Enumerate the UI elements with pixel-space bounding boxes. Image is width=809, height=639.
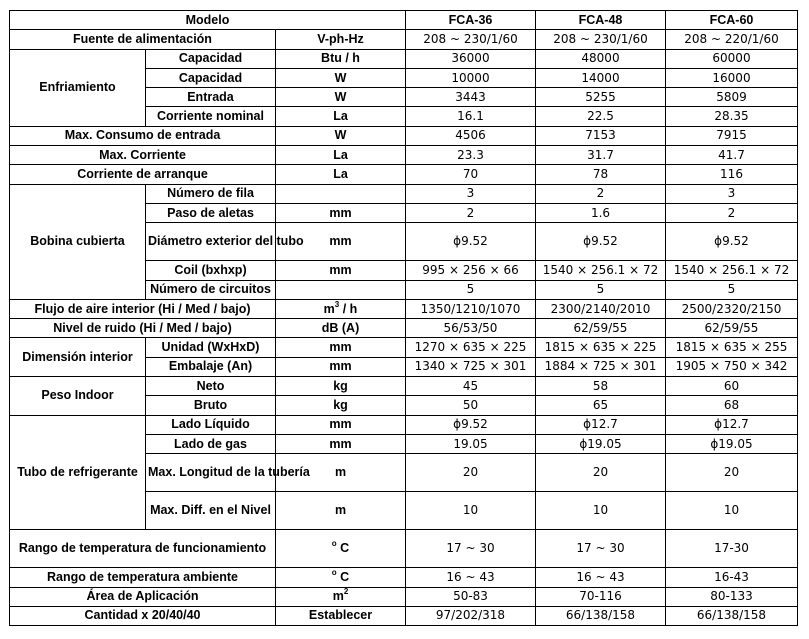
cell-value: 14000 [536, 68, 666, 87]
cell-value: 28.35 [666, 107, 798, 126]
row-unit: m [276, 492, 406, 530]
row-unit [276, 299, 406, 318]
cell-value: 1540 × 256.1 × 72 [666, 261, 798, 280]
cell-value: 3443 [406, 88, 536, 107]
row-label: Capacidad [146, 49, 276, 68]
row-unit: mm [276, 338, 406, 357]
cell-value: ϕ9.52 [666, 223, 798, 261]
cell-value: 19.05 [406, 434, 536, 453]
row-label: Cantidad x 20/40/40 [10, 606, 276, 625]
cell-value: 78 [536, 165, 666, 184]
cell-value: 20 [666, 454, 798, 492]
row-unit: W [276, 68, 406, 87]
row-label: Embalaje (An) [146, 357, 276, 376]
cell-value: 23.3 [406, 146, 536, 165]
header-model-1: FCA-36 [406, 11, 536, 30]
row-label: Corriente nominal [146, 107, 276, 126]
cell-value: 17 ~ 30 [406, 530, 536, 568]
cell-value: 16-43 [666, 568, 798, 587]
row-unit: kg [276, 377, 406, 396]
header-model-3: FCA-60 [666, 11, 798, 30]
row-unit [276, 587, 406, 606]
group-label-dimension: Dimensión interior [10, 338, 146, 377]
row-unit: mm [276, 434, 406, 453]
cell-value: 1905 × 750 × 342 [666, 357, 798, 376]
cell-value: 2 [666, 203, 798, 222]
cell-value: 3 [406, 184, 536, 203]
cell-value: 10 [406, 492, 536, 530]
row-unit: mm [276, 223, 406, 261]
row-label: Coil (bxhxp) [146, 261, 276, 280]
table-row [10, 377, 798, 396]
cell-value: 2500/2320/2150 [666, 299, 798, 318]
cell-value: 5 [406, 280, 536, 299]
row-unit [276, 568, 406, 587]
row-label: Unidad (WxHxD) [146, 338, 276, 357]
cell-value: 31.7 [536, 146, 666, 165]
row-label: Lado Líquido [146, 415, 276, 434]
cell-value: 1340 × 725 × 301 [406, 357, 536, 376]
row-unit: mm [276, 203, 406, 222]
row-unit: La [276, 146, 406, 165]
row-unit: kg [276, 396, 406, 415]
table-row [10, 299, 798, 318]
cell-value: 62/59/55 [536, 319, 666, 338]
cell-value: 3 [666, 184, 798, 203]
cell-value: 208 ~ 230/1/60 [406, 30, 536, 49]
row-label: Max. Diff. en el Nivel [146, 492, 276, 530]
cell-value: 70-116 [536, 587, 666, 606]
unit-main: C [340, 541, 350, 556]
table-row [10, 587, 798, 606]
unit-superscript: o [331, 539, 337, 549]
cell-value: 5809 [666, 88, 798, 107]
cell-value: 1350/1210/1070 [406, 299, 536, 318]
table-row [10, 319, 798, 338]
cell-value: 65 [536, 396, 666, 415]
table-row [10, 606, 798, 625]
row-unit: La [276, 165, 406, 184]
cell-value: 5255 [536, 88, 666, 107]
row-unit: dB (A) [276, 319, 406, 338]
cell-value: 56/53/50 [406, 319, 536, 338]
spec-table-container [9, 10, 798, 626]
cell-value: 66/138/158 [536, 606, 666, 625]
table-row [10, 568, 798, 587]
cell-value: 48000 [536, 49, 666, 68]
table-row [10, 415, 798, 434]
cell-value: ϕ9.52 [406, 223, 536, 261]
cell-value: 62/59/55 [666, 319, 798, 338]
unit-superscript: 3 [334, 299, 340, 309]
row-unit: Btu / h [276, 49, 406, 68]
row-unit: mm [276, 357, 406, 376]
cell-value: 22.5 [536, 107, 666, 126]
cell-value: 1540 × 256.1 × 72 [536, 261, 666, 280]
cell-value: 5 [536, 280, 666, 299]
row-label: Área de Aplicación [10, 587, 276, 606]
cell-value: 60000 [666, 49, 798, 68]
cell-value: 10 [536, 492, 666, 530]
cell-value: 10000 [406, 68, 536, 87]
cell-value: ϕ9.52 [536, 223, 666, 261]
cell-value: 995 × 256 × 66 [406, 261, 536, 280]
table-row [10, 184, 798, 203]
cell-value: 10 [666, 492, 798, 530]
cell-value: 70 [406, 165, 536, 184]
row-unit [276, 280, 406, 299]
cell-value: ϕ19.05 [536, 434, 666, 453]
cell-value: 2300/2140/2010 [536, 299, 666, 318]
cell-value: 17 ~ 30 [536, 530, 666, 568]
cell-value: ϕ12.7 [666, 415, 798, 434]
cell-value: 7153 [536, 126, 666, 145]
cell-value: ϕ9.52 [406, 415, 536, 434]
row-unit: W [276, 88, 406, 107]
row-unit: mm [276, 415, 406, 434]
cell-value: 50-83 [406, 587, 536, 606]
cell-value: 208 ~ 230/1/60 [536, 30, 666, 49]
group-label-piping: Tubo de refrigerante [10, 415, 146, 530]
row-label: Entrada [146, 88, 276, 107]
row-unit: V-ph-Hz [276, 30, 406, 49]
cell-value: ϕ12.7 [536, 415, 666, 434]
row-label: Bruto [146, 396, 276, 415]
cell-value: 116 [666, 165, 798, 184]
table-row [10, 146, 798, 165]
unit-main: m [323, 301, 335, 316]
header-model-label: Modelo [10, 11, 406, 30]
row-label: Max. Consumo de entrada [10, 126, 276, 145]
cell-value: 58 [536, 377, 666, 396]
row-label: Número de circuitos [146, 280, 276, 299]
unit-superscript: 2 [343, 587, 349, 597]
row-label: Rango de temperatura de funcionamiento [10, 530, 276, 568]
row-label: Corriente de arranque [10, 165, 276, 184]
cell-value: ϕ19.05 [666, 434, 798, 453]
row-unit [276, 530, 406, 568]
row-unit: m [276, 454, 406, 492]
cell-value: 16 ~ 43 [406, 568, 536, 587]
spec-table [9, 10, 798, 626]
row-label: Rango de temperatura ambiente [10, 568, 276, 587]
cell-value: 1270 × 635 × 225 [406, 338, 536, 357]
row-unit: La [276, 107, 406, 126]
cell-value: 1884 × 725 × 301 [536, 357, 666, 376]
cell-value: 4506 [406, 126, 536, 145]
group-label-weight: Peso Indoor [10, 377, 146, 416]
row-label: Fuente de alimentación [10, 30, 276, 49]
table-row [10, 530, 798, 568]
cell-value: 20 [406, 454, 536, 492]
cell-value: 50 [406, 396, 536, 415]
cell-value: 16.1 [406, 107, 536, 126]
cell-value: 1815 × 635 × 225 [536, 338, 666, 357]
group-label-coil: Bobina cubierta [10, 184, 146, 299]
group-label-cooling: Enfriamiento [10, 49, 146, 126]
cell-value: 41.7 [666, 146, 798, 165]
cell-value: 45 [406, 377, 536, 396]
cell-value: 208 ~ 220/1/60 [666, 30, 798, 49]
row-label: Número de fila [146, 184, 276, 203]
unit-superscript: o [331, 567, 337, 577]
cell-value: 1815 × 635 × 255 [666, 338, 798, 357]
row-label: Flujo de aire interior (Hi / Med / bajo) [10, 299, 276, 318]
unit-main: m [332, 589, 344, 604]
unit-tail: / h [339, 301, 358, 316]
row-label: Capacidad [146, 68, 276, 87]
row-unit: mm [276, 261, 406, 280]
table-row [10, 165, 798, 184]
row-label: Lado de gas [146, 434, 276, 453]
row-label: Diámetro exterior del tubo [146, 223, 276, 261]
row-label: Max. Corriente [10, 146, 276, 165]
table-row [10, 30, 798, 49]
header-model-2: FCA-48 [536, 11, 666, 30]
cell-value: 20 [536, 454, 666, 492]
cell-value: 68 [666, 396, 798, 415]
row-unit: W [276, 126, 406, 145]
cell-value: 1.6 [536, 203, 666, 222]
cell-value: 16 ~ 43 [536, 568, 666, 587]
cell-value: 7915 [666, 126, 798, 145]
cell-value: 5 [666, 280, 798, 299]
row-label: Paso de aletas [146, 203, 276, 222]
cell-value: 80-133 [666, 587, 798, 606]
cell-value: 66/138/158 [666, 606, 798, 625]
row-label: Nivel de ruido (Hi / Med / bajo) [10, 319, 276, 338]
row-unit [276, 184, 406, 203]
header-row [10, 11, 798, 30]
table-row [10, 49, 798, 68]
cell-value: 2 [536, 184, 666, 203]
cell-value: 16000 [666, 68, 798, 87]
cell-value: 36000 [406, 49, 536, 68]
cell-value: 60 [666, 377, 798, 396]
row-label: Neto [146, 377, 276, 396]
table-row [10, 126, 798, 145]
row-label: Max. Longitud de la tubería [146, 454, 276, 492]
table-row [10, 338, 798, 357]
cell-value: 2 [406, 203, 536, 222]
unit-main: C [340, 569, 350, 584]
cell-value: 17-30 [666, 530, 798, 568]
cell-value: 97/202/318 [406, 606, 536, 625]
row-unit: Establecer [276, 606, 406, 625]
